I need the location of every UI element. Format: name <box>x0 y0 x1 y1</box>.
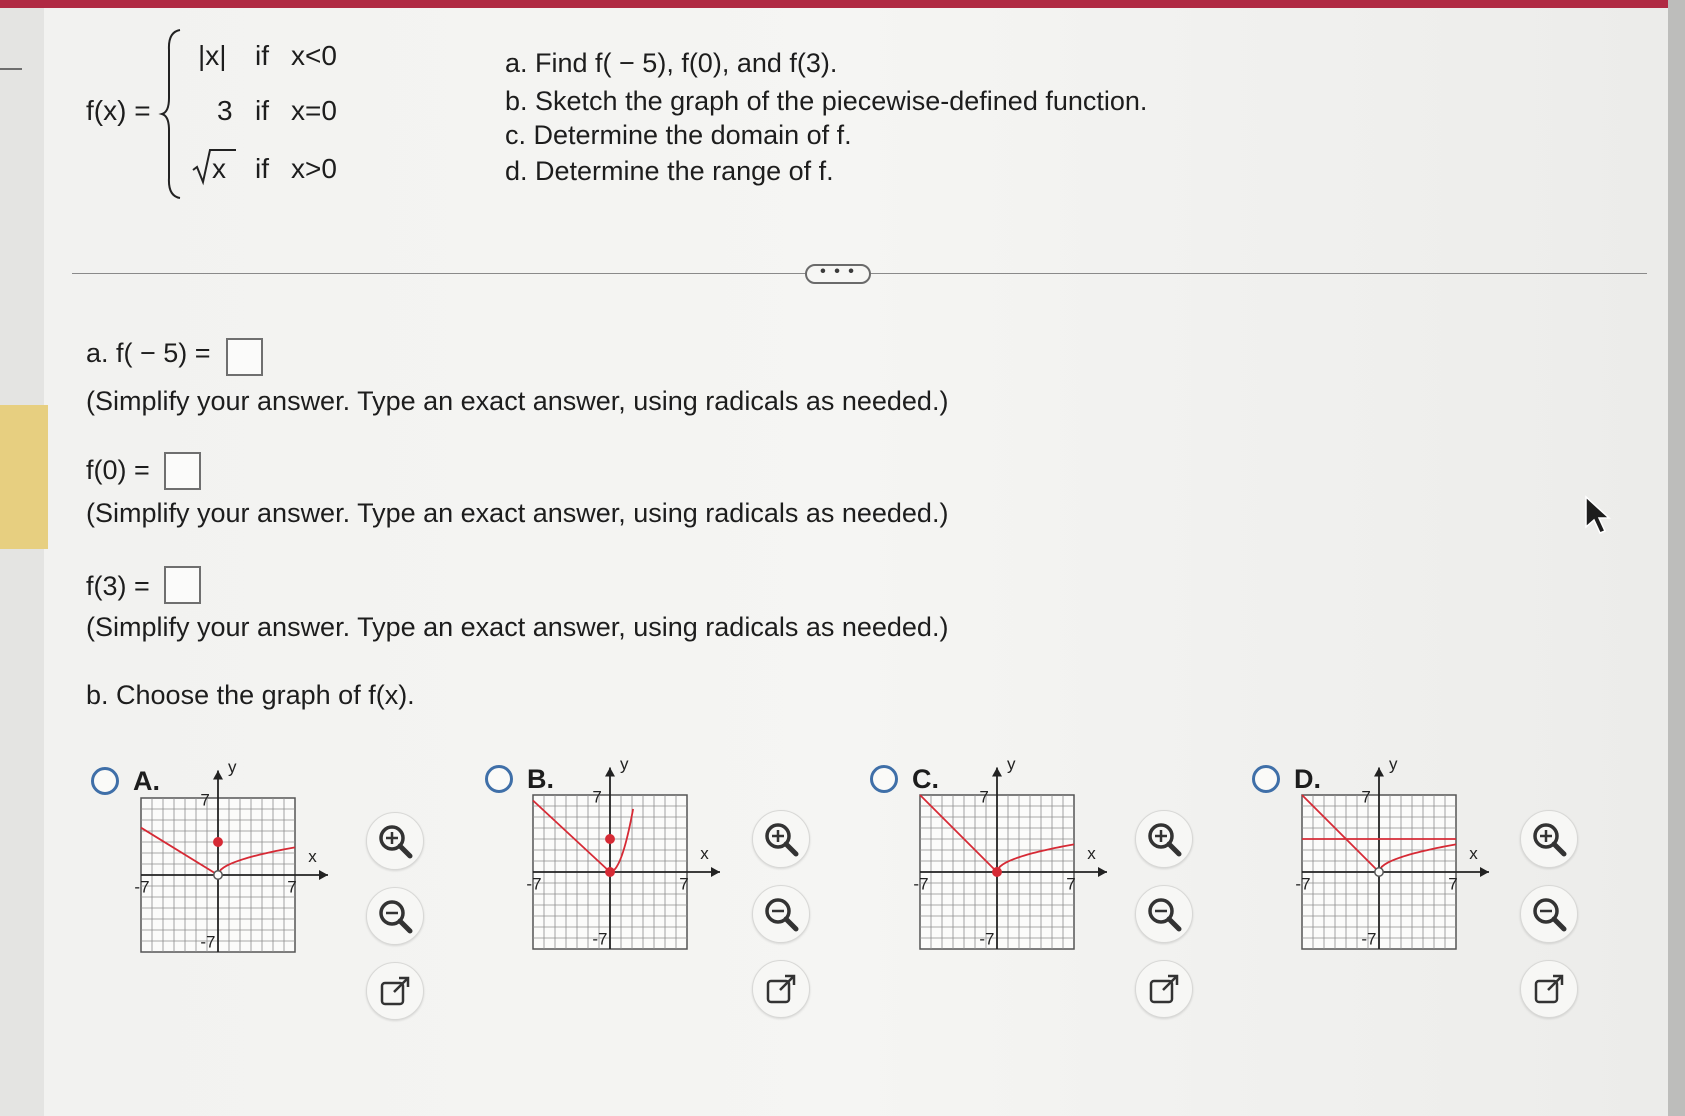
left-panel <box>0 8 45 1116</box>
case-1-expression: |x| <box>198 40 227 71</box>
f-3-hint: (Simplify your answer. Type an exact answer, using radicals as needed.) <box>86 612 949 642</box>
y-axis-label: y <box>620 754 629 774</box>
option-d-graph <box>1295 754 1549 1042</box>
option-c-label[interactable]: C. <box>912 764 939 794</box>
x-axis-arrow <box>711 867 720 877</box>
option-b-zoom-out-button[interactable] <box>752 885 810 943</box>
f-neg5-answer-input[interactable] <box>226 338 263 376</box>
point-at-zero <box>214 838 222 846</box>
task-c: c. Determine the domain of f. <box>505 120 852 150</box>
option-d-popout-button[interactable] <box>1520 960 1578 1018</box>
zoom-in-icon <box>1529 819 1569 859</box>
popout-icon <box>1144 969 1184 1009</box>
y-tick-neg-7: -7 <box>979 929 995 949</box>
zoom-in-icon <box>375 821 415 861</box>
x-tick-7: 7 <box>287 877 297 897</box>
task-d: d. Determine the range of f. <box>505 156 834 186</box>
f-neg5-hint: (Simplify your answer. Type an exact answer, using radicals as needed.) <box>86 386 949 416</box>
option-b-radio[interactable] <box>485 765 513 793</box>
option-c-zoom-in-button[interactable] <box>1135 810 1193 868</box>
y-tick-neg-7: -7 <box>200 932 216 952</box>
f-0-hint: (Simplify your answer. Type an exact answer, using radicals as needed.) <box>86 498 949 528</box>
option-b-label[interactable]: B. <box>527 764 554 794</box>
y-tick-7: 7 <box>592 787 602 807</box>
f-3-answer-input[interactable] <box>164 566 201 604</box>
case-1-if: if <box>255 40 269 71</box>
y-tick-neg-7: -7 <box>592 929 608 949</box>
y-tick-7: 7 <box>200 790 210 810</box>
option-a-graph <box>134 757 388 1045</box>
x-tick-neg-7: -7 <box>1295 874 1311 894</box>
x-axis-arrow <box>319 870 328 880</box>
open-point-origin <box>1375 868 1383 876</box>
option-b-zoom-in-button[interactable] <box>752 810 810 868</box>
x-axis-label: x <box>1087 843 1096 863</box>
zoom-out-icon <box>761 894 801 934</box>
task-a: a. Find f( − 5), f(0), and f(3). <box>505 48 838 78</box>
y-tick-7: 7 <box>979 787 989 807</box>
f-neg5-prompt: a. f( − 5) = <box>86 338 211 368</box>
option-a-label[interactable]: A. <box>133 766 160 796</box>
y-tick-7: 7 <box>1361 787 1371 807</box>
case-3-condition: x>0 <box>291 153 337 184</box>
option-b-popout-button[interactable] <box>752 960 810 1018</box>
zoom-out-icon <box>1529 894 1569 934</box>
left-panel-marker <box>0 68 22 70</box>
function-label: f(x) = <box>86 95 151 126</box>
y-axis-label: y <box>1389 754 1398 774</box>
radical-bar <box>210 149 236 151</box>
x-tick-7: 7 <box>1448 874 1458 894</box>
x-axis-label: x <box>1469 843 1478 863</box>
popout-icon <box>761 969 801 1009</box>
open-point-origin <box>214 871 222 879</box>
popout-icon <box>1529 969 1569 1009</box>
point-origin <box>993 868 1001 876</box>
case-1-condition: x<0 <box>291 40 337 71</box>
option-b-graph <box>526 754 780 1042</box>
point-origin <box>606 868 614 876</box>
zoom-out-icon <box>1144 894 1184 934</box>
f-3-prompt: f(3) = <box>86 571 150 601</box>
option-a-zoom-in-button[interactable] <box>366 812 424 870</box>
option-a-zoom-out-button[interactable] <box>366 887 424 945</box>
option-c-radio[interactable] <box>870 765 898 793</box>
x-axis-label: x <box>308 846 317 866</box>
case-2-expression: 3 <box>217 95 233 126</box>
option-d-zoom-in-button[interactable] <box>1520 810 1578 868</box>
y-tick-neg-7: -7 <box>1361 929 1377 949</box>
f-0-prompt: f(0) = <box>86 455 150 485</box>
option-c-graph <box>913 754 1167 1042</box>
x-tick-neg-7: -7 <box>134 877 150 897</box>
option-c-popout-button[interactable] <box>1135 960 1193 1018</box>
brace-icon <box>160 28 182 200</box>
option-d-radio[interactable] <box>1252 765 1280 793</box>
option-c-zoom-out-button[interactable] <box>1135 885 1193 943</box>
task-b: b. Sketch the graph of the piecewise-defined function. <box>505 86 1148 116</box>
zoom-out-icon <box>375 896 415 936</box>
x-axis-label: x <box>700 843 709 863</box>
case-2-if: if <box>255 95 269 126</box>
case-3-if: if <box>255 153 269 184</box>
x-tick-neg-7: -7 <box>913 874 929 894</box>
square-root-icon <box>192 148 212 184</box>
option-a-popout-button[interactable] <box>366 962 424 1020</box>
y-axis-label: y <box>1007 754 1016 774</box>
y-axis-label: y <box>228 757 237 777</box>
right-edge <box>1668 0 1685 1116</box>
x-tick-7: 7 <box>679 874 689 894</box>
x-axis-arrow <box>1480 867 1489 877</box>
case-2-condition: x=0 <box>291 95 337 126</box>
f-0-answer-input[interactable] <box>164 452 201 490</box>
case-3-expression: x <box>212 153 226 184</box>
x-tick-7: 7 <box>1066 874 1076 894</box>
x-axis-arrow <box>1098 867 1107 877</box>
cursor-arrow-icon <box>1584 495 1612 537</box>
option-d-zoom-out-button[interactable] <box>1520 885 1578 943</box>
top-accent-bar <box>0 0 1685 8</box>
zoom-in-icon <box>1144 819 1184 859</box>
zoom-in-icon <box>761 819 801 859</box>
option-a-radio[interactable] <box>91 767 119 795</box>
point-at-zero <box>606 835 614 843</box>
more-options-button[interactable]: • • • <box>805 264 871 284</box>
x-tick-neg-7: -7 <box>526 874 542 894</box>
popout-icon <box>375 971 415 1011</box>
highlight-tab[interactable] <box>0 405 48 549</box>
part-b-prompt: b. Choose the graph of f(x). <box>86 680 415 710</box>
option-d-label[interactable]: D. <box>1294 764 1321 794</box>
